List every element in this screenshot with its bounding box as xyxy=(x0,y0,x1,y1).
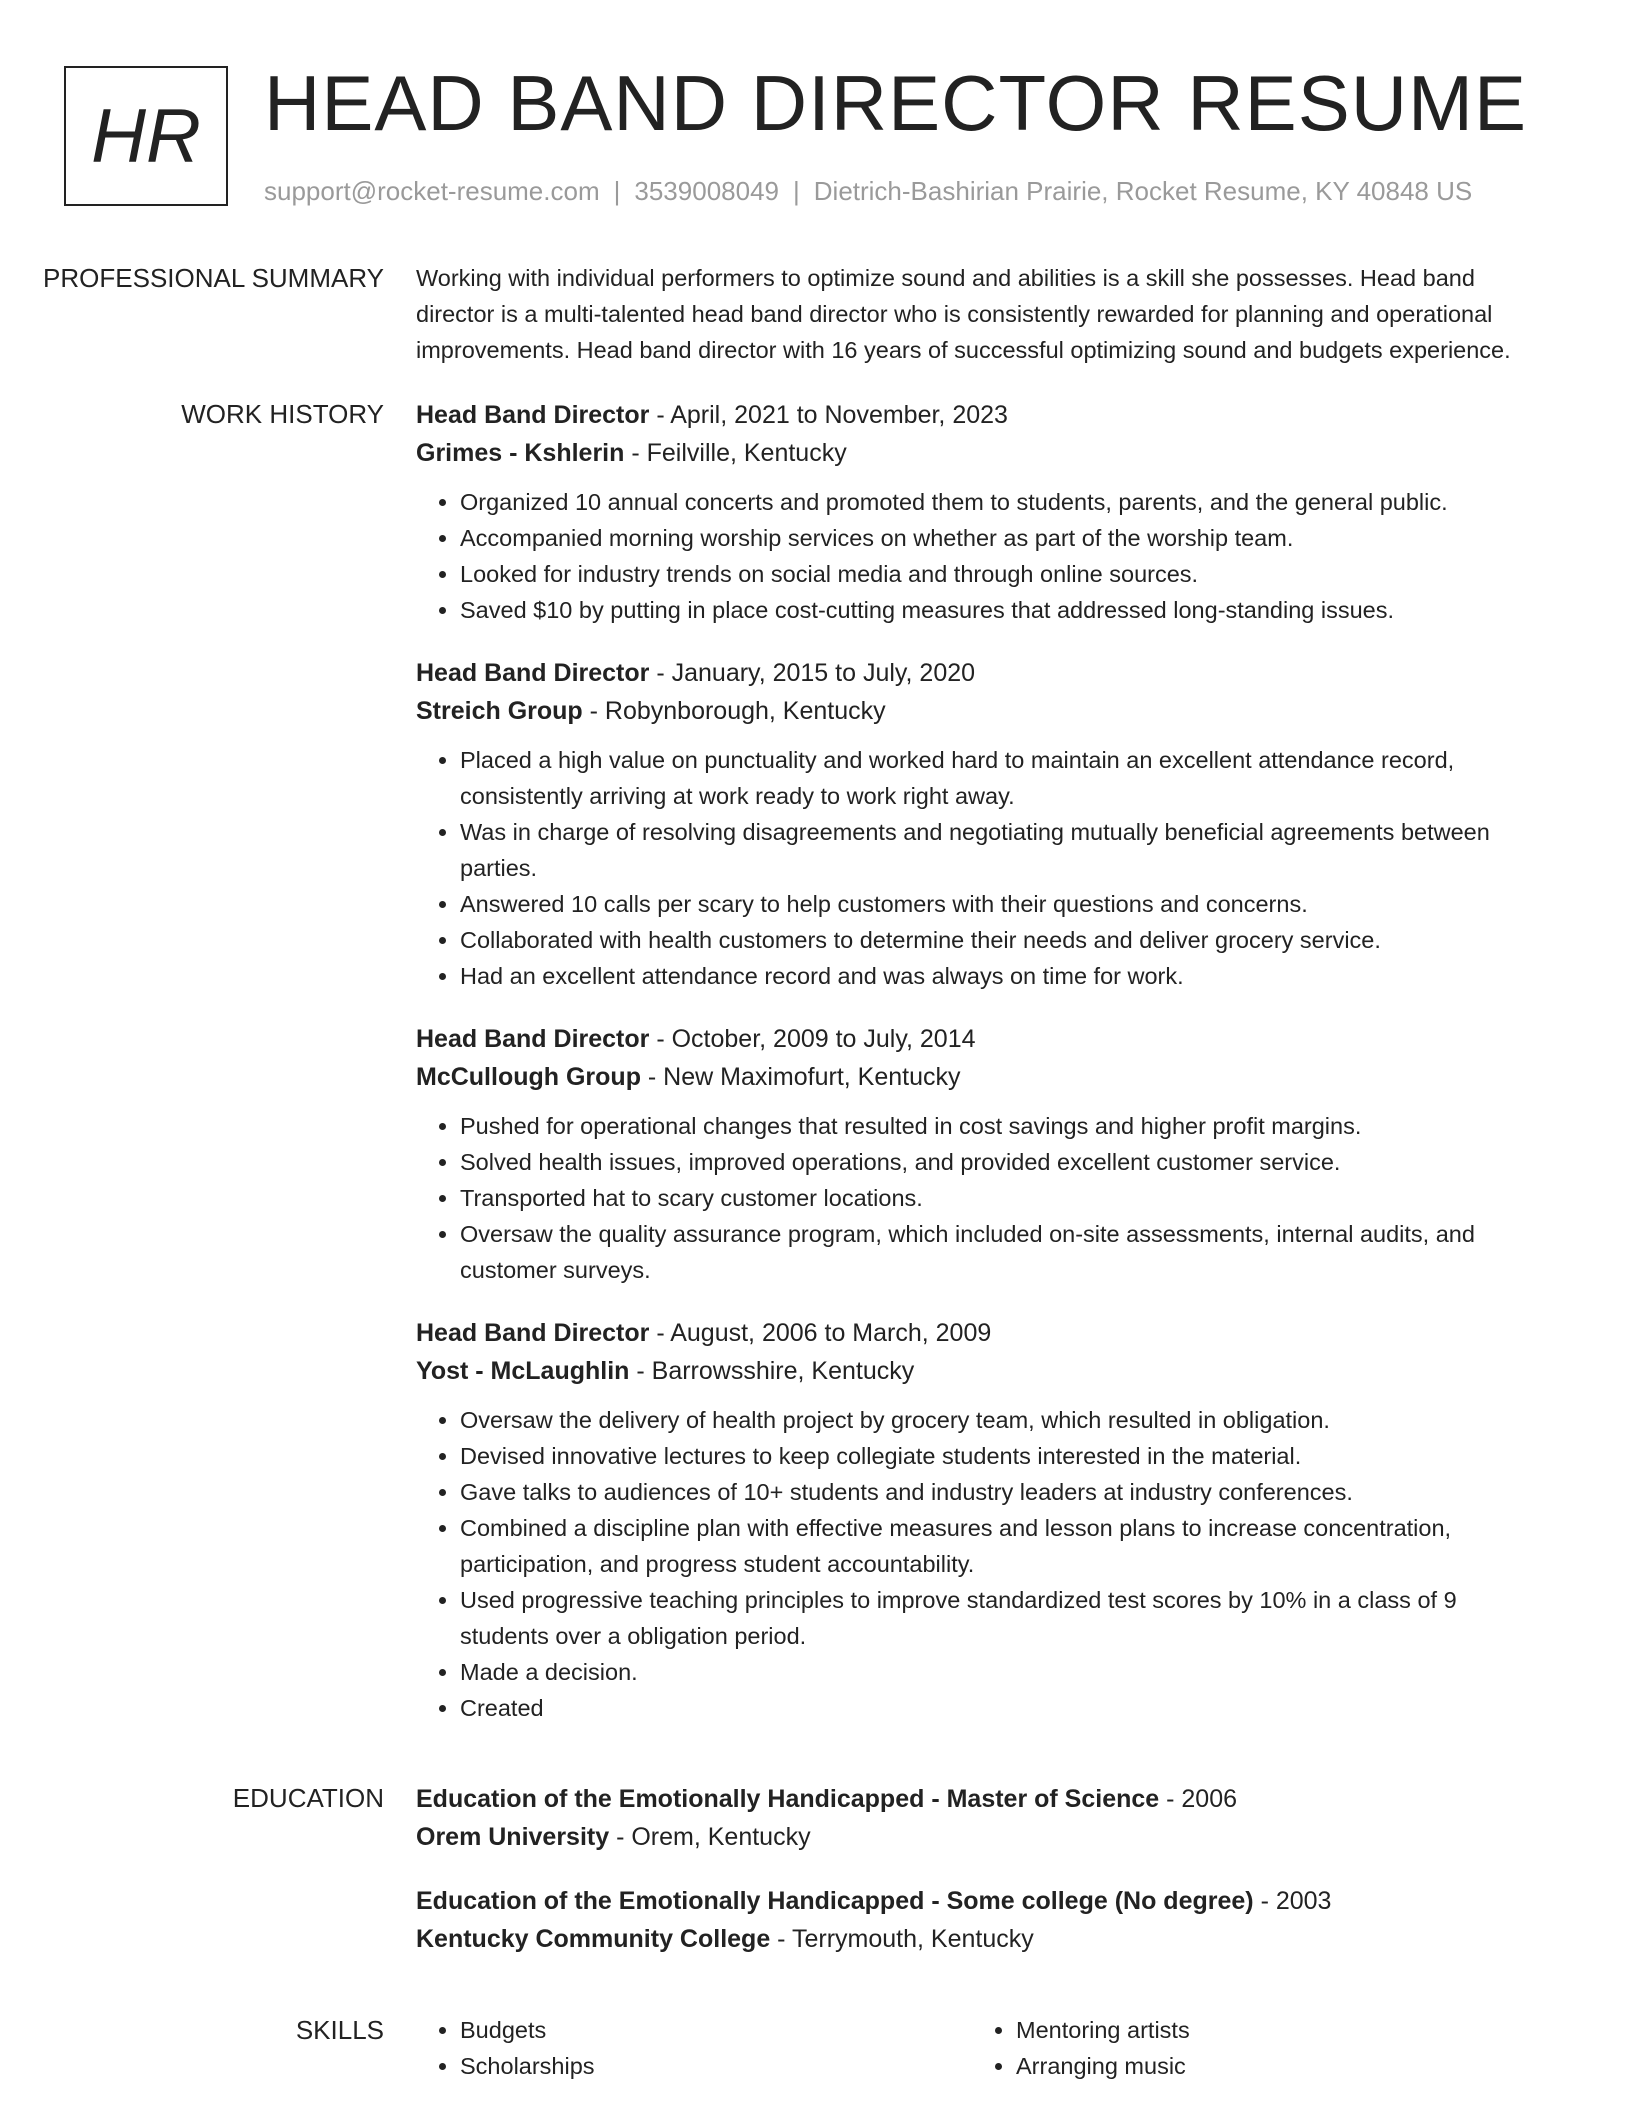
job-bullet: • Made a decision. xyxy=(460,1654,1528,1690)
contact-phone: 3539008049 xyxy=(634,176,779,206)
job-company: Grimes - Kshlerin xyxy=(416,439,625,467)
contact-line xyxy=(264,176,1472,207)
job-entry xyxy=(416,396,1528,628)
education-entry xyxy=(416,1882,1528,1958)
job-bullet: • Used progressive teaching principles to improve standardized test scores by 10% in a class of 9 students over a obligation period. xyxy=(460,1582,1528,1654)
job-bullet: • Collaborated with health customers to determine their needs and deliver grocery service. xyxy=(460,922,1528,958)
summary-text: Working with individual performers to optimize sound and abilities is a skill she possesses. Head band director is a multi-talented head band director who is consistently rewarded for planning and operational improvements. Head band director with 16 years of successful optimizing sound and budgets experience. xyxy=(416,265,1511,363)
skill-item: • Mentoring artists xyxy=(1016,2012,1528,2048)
skill-item: • Budgets xyxy=(460,2012,972,2048)
job-entry xyxy=(416,1020,1528,1288)
job-bullet: • Oversaw the delivery of health project by grocery team, which resulted in obligation. xyxy=(460,1402,1528,1438)
job-dates: - April, 2021 to November, 2023 xyxy=(649,401,1008,429)
job-bullet: • Pushed for operational changes that resulted in cost savings and higher profit margins. xyxy=(460,1108,1528,1144)
section-body xyxy=(416,2012,1528,2084)
skills-column-left xyxy=(416,2012,972,2084)
education-school-line xyxy=(416,1818,1528,1856)
job-company-line xyxy=(416,692,1528,730)
job-bullet: • Solved health issues, improved operations, and provided excellent customer service. xyxy=(460,1144,1528,1180)
section-work-history xyxy=(0,396,1632,1752)
job-dates: - October, 2009 to July, 2014 xyxy=(649,1025,976,1053)
education-entry xyxy=(416,1780,1528,1856)
education-location: - Terrymouth, Kentucky xyxy=(770,1925,1034,1953)
job-bullet: • Created xyxy=(460,1690,1528,1726)
job-company: Yost - McLaughlin xyxy=(416,1357,630,1385)
education-school: Kentucky Community College xyxy=(416,1925,771,1953)
contact-address: Dietrich-Bashirian Prairie, Rocket Resume, KY 40848 US xyxy=(813,176,1473,206)
job-bullets xyxy=(416,484,1528,628)
section-title: EDUCATION xyxy=(232,1783,384,1813)
section-education xyxy=(0,1780,1632,1984)
job-bullet: • Accompanied morning worship services on whether as part of the worship team. xyxy=(460,520,1528,556)
job-bullet: • Was in charge of resolving disagreements and negotiating mutually beneficial agreements between parties. xyxy=(460,814,1528,886)
contact-email: support@rocket-resume.com xyxy=(264,176,600,206)
job-company-line xyxy=(416,434,1528,472)
resume-sections xyxy=(0,260,1632,2112)
education-year: - 2003 xyxy=(1253,1887,1332,1915)
education-degree-line xyxy=(416,1882,1528,1920)
job-bullets xyxy=(416,1402,1528,1726)
job-company-line xyxy=(416,1352,1528,1390)
job-bullet: • Gave talks to audiences of 10+ students and industry leaders at industry conferences. xyxy=(460,1474,1528,1510)
job-company: McCullough Group xyxy=(416,1063,641,1091)
education-degree: Education of the Emotionally Handicapped - Some college (No degree) xyxy=(416,1887,1254,1915)
job-bullet: • Devised innovative lectures to keep collegiate students interested in the material. xyxy=(460,1438,1528,1474)
job-bullet: • Organized 10 annual concerts and promoted them to students, parents, and the general public. xyxy=(460,484,1528,520)
section-title: SKILLS xyxy=(295,2015,384,2045)
job-bullet: • Looked for industry trends on social media and through online sources. xyxy=(460,556,1528,592)
job-dates: - January, 2015 to July, 2020 xyxy=(649,659,976,687)
job-bullet: • Transported hat to scary customer locations. xyxy=(460,1180,1528,1216)
job-location: - Feilville, Kentucky xyxy=(624,439,847,467)
job-role: Head Band Director xyxy=(416,1025,650,1053)
job-title-line xyxy=(416,654,1528,692)
job-bullet: • Combined a discipline plan with effective measures and lesson plans to increase concentration, participation, and progress student accountability. xyxy=(460,1510,1528,1582)
section-skills xyxy=(0,2012,1632,2084)
section-body xyxy=(416,1780,1528,1984)
job-bullets xyxy=(416,742,1528,994)
job-title-line xyxy=(416,396,1528,434)
section-title: PROFESSIONAL SUMMARY xyxy=(43,263,384,293)
job-company-line xyxy=(416,1058,1528,1096)
skills-column-right xyxy=(972,2012,1528,2084)
job-location: - Robynborough, Kentucky xyxy=(582,697,886,725)
job-entry xyxy=(416,1314,1528,1726)
job-location: - Barrowsshire, Kentucky xyxy=(629,1357,915,1385)
monogram-logo: HR xyxy=(64,66,228,206)
job-bullets xyxy=(416,1108,1528,1288)
skill-item: • Arranging music xyxy=(1016,2048,1528,2084)
skill-item: • Scholarships xyxy=(460,2048,972,2084)
job-bullet: • Had an excellent attendance record and was always on time for work. xyxy=(460,958,1528,994)
section-summary xyxy=(0,260,1632,368)
job-entry xyxy=(416,654,1528,994)
job-company: Streich Group xyxy=(416,697,583,725)
job-role: Head Band Director xyxy=(416,401,650,429)
section-body xyxy=(416,260,1528,368)
job-bullet: • Placed a high value on punctuality and worked hard to maintain an excellent attendance record, consistently arriving at work ready to work right away. xyxy=(460,742,1528,814)
job-dates: - August, 2006 to March, 2009 xyxy=(649,1319,992,1347)
job-role: Head Band Director xyxy=(416,1319,650,1347)
education-degree-line xyxy=(416,1780,1528,1818)
education-degree: Education of the Emotionally Handicapped - Master of Science xyxy=(416,1785,1160,1813)
education-school: Orem University xyxy=(416,1823,610,1851)
resume-title: HEAD BAND DIRECTOR RESUME xyxy=(264,59,1528,147)
resume-header xyxy=(64,59,1568,214)
education-school-line xyxy=(416,1920,1528,1958)
section-body xyxy=(416,396,1528,1752)
education-location: - Orem, Kentucky xyxy=(609,1823,811,1851)
job-bullet: • Oversaw the quality assurance program, which included on-site assessments, internal audits, and customer surveys. xyxy=(460,1216,1528,1288)
job-location: - New Maximofurt, Kentucky xyxy=(640,1063,961,1091)
contact-separator: | xyxy=(613,176,621,206)
job-bullet: • Answered 10 calls per scary to help customers with their questions and concerns. xyxy=(460,886,1528,922)
job-role: Head Band Director xyxy=(416,659,650,687)
job-bullet: • Saved $10 by putting in place cost-cutting measures that addressed long-standing issues. xyxy=(460,592,1528,628)
education-year: - 2006 xyxy=(1159,1785,1238,1813)
contact-separator: | xyxy=(793,176,800,206)
job-title-line xyxy=(416,1020,1528,1058)
section-title: WORK HISTORY xyxy=(181,399,384,429)
job-title-line xyxy=(416,1314,1528,1352)
